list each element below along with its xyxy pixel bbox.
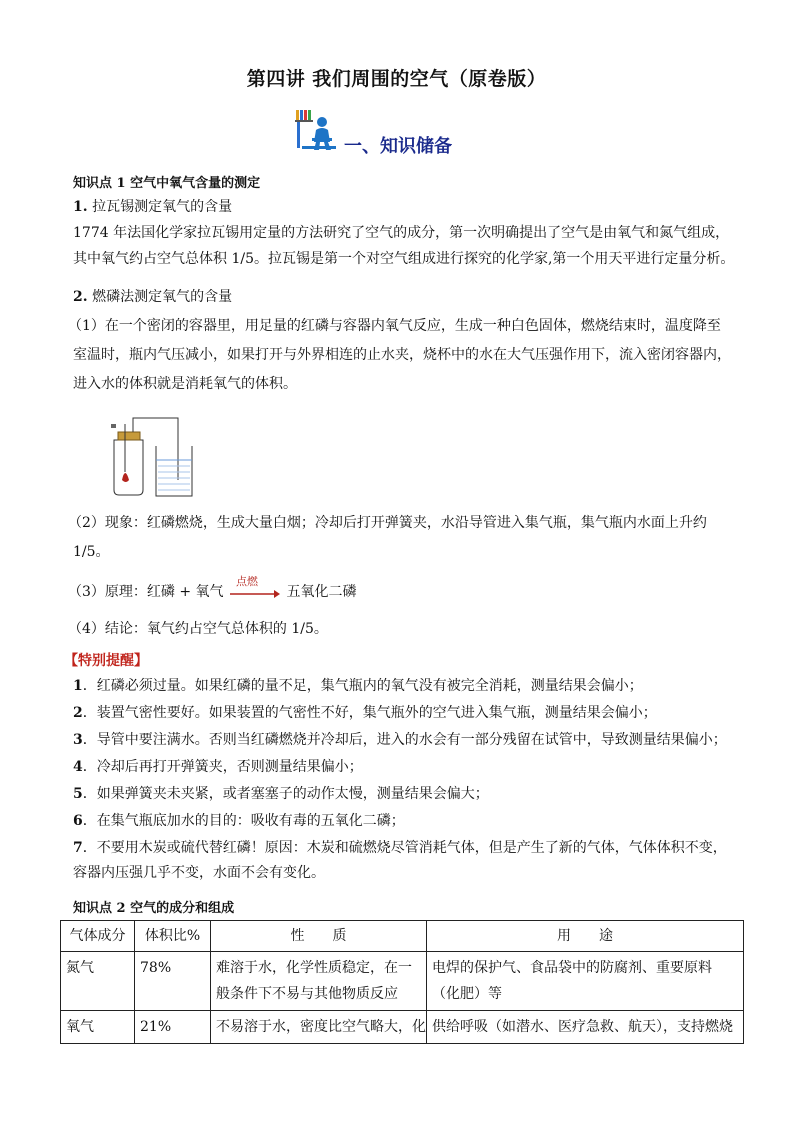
paragraph-line: （4）结论：氧气约占空气总体积的 1/5。	[68, 621, 328, 637]
tip-number: 2	[73, 705, 83, 721]
tip-item-continuation: 容器内压强几乎不变，水面不会有变化。	[73, 865, 325, 881]
table-row	[61, 952, 744, 1011]
section-heading: 一、知识储备	[344, 136, 452, 157]
table-header-cell: 体积比%	[135, 921, 211, 952]
table-cell: 难溶于水，化学性质稳定，在一般条件下不易与其他物质反应	[211, 952, 427, 1011]
subheading-2-num: 2.	[73, 289, 88, 305]
knowledge-point-1-label: 知识点 1 空气中氧气含量的测定	[73, 176, 261, 191]
tip-item	[73, 837, 727, 857]
tip-number: 4	[73, 759, 83, 775]
table-cell: 不易溶于水，密度比空气略大，化	[211, 1011, 427, 1044]
tip-text: ．如果弹簧夹未夹紧，或者塞塞子的动作太慢，测量结果会偏大；	[82, 786, 489, 802]
table-header-cell: 性 质	[211, 921, 427, 952]
tip-item	[73, 810, 405, 830]
paragraph-line: 1/5。	[73, 544, 110, 560]
tip-text: ．冷却后再打开弹簧夹，否则测量结果偏小；	[82, 759, 363, 775]
table-header-cell: 气体成分	[61, 921, 135, 952]
tip-item	[73, 675, 643, 695]
reaction-condition: 点燃	[236, 575, 258, 588]
table-cell: 电焊的保护气、食品袋中的防腐剂、重要原料（化肥）等	[427, 952, 744, 1011]
paragraph-line: 其中氧气约占空气总体积 1/5。拉瓦锡是第一个对空气组成进行探究的化学家,第一个用天平进行定量分析。	[73, 251, 735, 267]
subheading-1	[73, 196, 232, 216]
tip-text: ．装置气密性要好。如果装置的气密性不好，集气瓶外的空气进入集气瓶，测量结果会偏小；	[82, 705, 657, 721]
apparatus-diagram	[100, 410, 194, 498]
tip-number: 3	[73, 732, 83, 748]
paragraph-line: 室温时，瓶内气压减小，如果打开与外界相连的止水夹，烧杯中的水在大气压强作用下，流入密闭容器内，	[73, 347, 731, 363]
subheading-1-title: 拉瓦锡测定氧气的含量	[87, 199, 233, 215]
page-title: 第四讲 我们周围的空气（原卷版）	[246, 68, 547, 90]
subheading-2-title: 燃磷法测定氧气的含量	[87, 289, 233, 305]
air-composition-table	[60, 920, 744, 1044]
tip-item	[73, 702, 657, 722]
tip-text: ．红磷必须过量。如果红磷的量不足，集气瓶内的氧气没有被完全消耗，测量结果会偏小；	[82, 678, 643, 694]
reaction-arrow	[228, 575, 282, 599]
subheading-1-num: 1.	[73, 199, 88, 215]
table-cell: 氮气	[61, 952, 135, 1011]
reader-icon	[294, 108, 340, 152]
tip-item	[73, 729, 727, 749]
tip-item	[73, 756, 363, 776]
subheading-2	[73, 286, 232, 306]
table-row	[61, 1011, 744, 1044]
table-header-row	[61, 921, 744, 952]
table-cell: 氧气	[61, 1011, 135, 1044]
tip-number: 6	[73, 813, 83, 829]
tip-text: ．导管中要注满水。否则当红磷燃烧并冷却后，进入的水会有一部分残留在试管中，导致测量结果偏小；	[82, 732, 727, 748]
reaction-product: 五氧化二磷	[286, 584, 357, 600]
paragraph-line: 进入水的体积就是消耗氧气的体积。	[73, 376, 297, 392]
reaction-equation	[68, 575, 357, 601]
table-cell: 供给呼吸（如潜水、医疗急救、航天），支持燃烧	[427, 1011, 744, 1044]
paragraph-line: （2）现象：红磷燃烧，生成大量白烟；冷却后打开弹簧夹，水沿导管进入集气瓶，集气瓶内水面上升约	[68, 515, 707, 531]
tip-text: ．在集气瓶底加水的目的：吸收有毒的五氧化二磷；	[82, 813, 405, 829]
table-cell: 21%	[135, 1011, 211, 1044]
knowledge-point-2-label: 知识点 2 空气的成分和组成	[73, 901, 235, 916]
table-cell: 78%	[135, 952, 211, 1011]
tip-number: 5	[73, 786, 83, 802]
tips-heading: 【特别提醒】	[64, 653, 148, 669]
table-header-cell: 用 途	[427, 921, 744, 952]
reaction-reactants: （3）原理：红磷 + 氧气	[68, 584, 228, 600]
paragraph-line: （1）在一个密闭的容器里，用足量的红磷与容器内氧气反应，生成一种白色固体，燃烧结束时，温度降至	[68, 318, 721, 334]
paragraph-line: 1774 年法国化学家拉瓦锡用定量的方法研究了空气的成分，第一次明确提出了空气是由氧气和氮气组成，	[73, 225, 730, 241]
tip-number: 7	[73, 840, 83, 856]
tip-text: ．不要用木炭或硫代替红磷！原因：木炭和硫燃烧尽管消耗气体，但是产生了新的气体，气体体积不变，	[82, 840, 727, 856]
tip-item	[73, 783, 489, 803]
tip-number: 1	[73, 678, 83, 694]
